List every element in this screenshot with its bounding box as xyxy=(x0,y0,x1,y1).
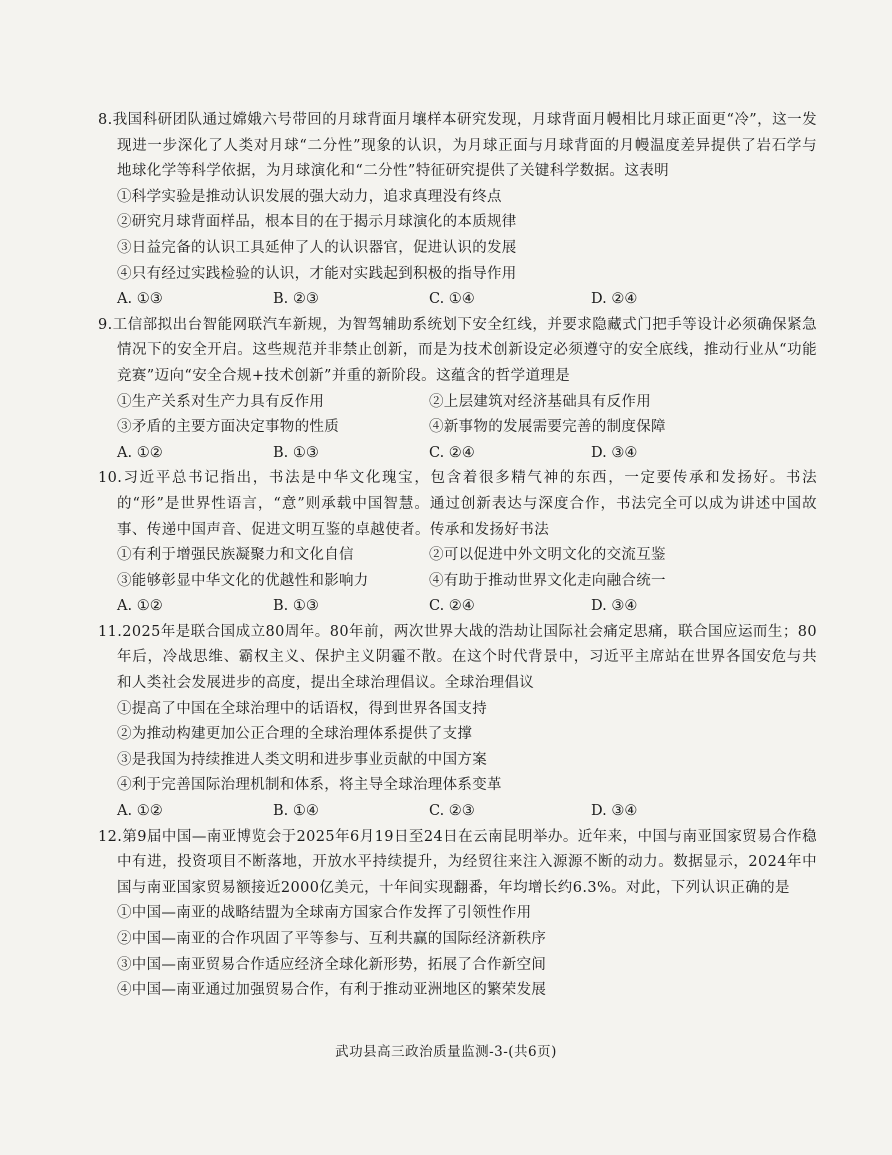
option: ④利于完善国际治理机制和体系，将主导全球治理体系变革 xyxy=(117,777,502,794)
question-number: 9. xyxy=(98,316,113,333)
option: ④新事物的发展需要完善的制度保障 xyxy=(429,419,666,436)
option: ③能够彰显中华文化的优越性和影响力 xyxy=(117,572,369,589)
question-8 xyxy=(98,108,817,313)
answer-choices xyxy=(117,441,817,467)
question-stem xyxy=(98,108,817,185)
option: ③中国—南亚贸易合作适应经济全球化新形势，拓展了合作新空间 xyxy=(117,956,547,973)
option: ①有利于增强民族凝聚力和文化自信 xyxy=(117,547,354,564)
option: ②为推动构建更加公正合理的全球治理体系提供了支撑 xyxy=(117,726,473,743)
option: ④有助于推动世界文化走向融合统一 xyxy=(429,572,666,589)
question-list xyxy=(98,108,817,1004)
option-row xyxy=(117,415,817,441)
page-footer: 武功县高三政治质量监测-3-(共6页) xyxy=(335,1044,557,1060)
question-stem xyxy=(98,313,817,390)
answer-b: B. ①③ xyxy=(273,444,319,461)
question-stem xyxy=(98,466,817,543)
answer-a: A. ①② xyxy=(117,598,163,615)
option: ③矛盾的主要方面决定事物的性质 xyxy=(117,419,339,436)
question-number: 8. xyxy=(98,112,113,128)
option: ④只有经过实践检验的认识，才能对实践起到积极的指导作用 xyxy=(117,265,517,282)
answer-c: C. ①④ xyxy=(429,291,475,308)
answer-d: D. ③④ xyxy=(591,803,638,820)
question-number: 11. xyxy=(98,623,123,640)
answer-a: A. ①② xyxy=(117,803,163,820)
option: ③日益完备的认识工具延伸了人的认识器官，促进认识的发展 xyxy=(117,239,517,256)
question-number: 10. xyxy=(98,470,123,487)
question-9 xyxy=(98,313,817,467)
question-stem xyxy=(98,825,817,902)
option-row xyxy=(117,569,817,595)
answer-b: B. ②③ xyxy=(273,291,319,308)
answer-c: C. ②④ xyxy=(429,444,475,461)
answer-choices xyxy=(117,799,817,825)
question-10 xyxy=(98,466,817,620)
answer-d: D. ③④ xyxy=(591,598,638,615)
answer-choices xyxy=(117,287,817,313)
answer-c: C. ②③ xyxy=(429,803,475,820)
option: ①提高了中国在全球治理中的话语权，得到世界各国支持 xyxy=(117,700,487,717)
option: ②中国—南亚的合作巩固了平等参与、互利共赢的国际经济新秩序 xyxy=(117,931,547,947)
answer-d: D. ③④ xyxy=(591,444,638,461)
option: ②可以促进中外文明文化的交流互鉴 xyxy=(429,547,666,564)
question-stem xyxy=(98,620,817,697)
option-row xyxy=(117,390,817,416)
answer-choices xyxy=(117,594,817,620)
option: ②上层建筑对经济基础具有反作用 xyxy=(429,393,651,410)
question-12 xyxy=(98,825,817,1004)
question-11 xyxy=(98,620,817,825)
answer-c: C. ②④ xyxy=(429,598,475,615)
answer-b: B. ①④ xyxy=(273,803,319,820)
answer-a: A. ①③ xyxy=(117,291,163,308)
option-row xyxy=(117,543,817,569)
answer-b: B. ①③ xyxy=(273,598,319,615)
option: ①生产关系对生产力具有反作用 xyxy=(117,393,325,410)
answer-a: A. ①② xyxy=(117,444,163,461)
option: ②研究月球背面样品，根本目的在于揭示月球演化的本质规律 xyxy=(117,214,517,231)
answer-d: D. ②④ xyxy=(591,291,638,308)
question-text: 工信部拟出台智能网联汽车新规，为智驾辅助系统划下安全红线，并要求隐藏式门把手等设计必须确保紧急情况下的安全开启。这些规范并非禁止创新，而是为技术创新设定必须遵守的安全底线，推动行业从“功能竞赛”迈向“安全合规+技术创新”并重的新阶段。这蕴含的哲学道理是 xyxy=(112,316,817,384)
option: ①中国—南亚的战略结盟为全球南方国家合作发挥了引领性作用 xyxy=(117,905,532,922)
question-number: 12. xyxy=(98,828,123,845)
option: ①科学实验是推动认识发展的强大动力，追求真理没有终点 xyxy=(117,188,502,205)
question-text: 我国科研团队通过嫦娥六号带回的月球背面月壤样本研究发现，月球背面月幔相比月球正面更“冷”，这一发现进一步深化了人类对月球“二分性”现象的认识，为月球正面与月球背面的月幔温度差异提供了岩石学与地球化学等科学依据，为月球演化和“二分性”特征研究提供了关键科学数据。这表明 xyxy=(112,112,817,180)
option: ③是我国为持续推进人类文明和进步事业贡献的中国方案 xyxy=(117,751,487,768)
question-text: 第9届中国—南亚博览会于2025年6月19日至24日在云南昆明举办。近年来，中国与南亚国家贸易合作稳中有进，投资项目不断落地，开放水平持续提升，为经贸往来注入源源不断的动力。数据显示，2024年中国与南亚国家贸易额接近2000亿美元，十年间实现翻番，年均增长约6.3%。对此，下列认识正确的是 xyxy=(117,828,817,896)
option: ④中国—南亚通过加强贸易合作，有利于推动亚洲地区的繁荣发展 xyxy=(117,982,547,999)
question-text: 2025年是联合国成立80周年。80年前，两次世界大战的浩劫让国际社会痛定思痛，联合国应运而生；80年后，冷战思维、霸权主义、保护主义阴霾不散。在这个时代背景中，习近平主席站在世界各国安危与共和人类社会发展进步的高度，提出全球治理倡议。全球治理倡议 xyxy=(117,623,817,692)
question-text: 习近平总书记指出，书法是中华文化瑰宝，包含着很多精气神的东西，一定要传承和发扬好。书法的“形”是世界性语言，“意”则承载中国智慧。通过创新表达与深度合作，书法完全可以成为讲述中国故事、传递中国声音、促进文明互鉴的卓越使者。传承和发扬好书法 xyxy=(117,470,817,538)
